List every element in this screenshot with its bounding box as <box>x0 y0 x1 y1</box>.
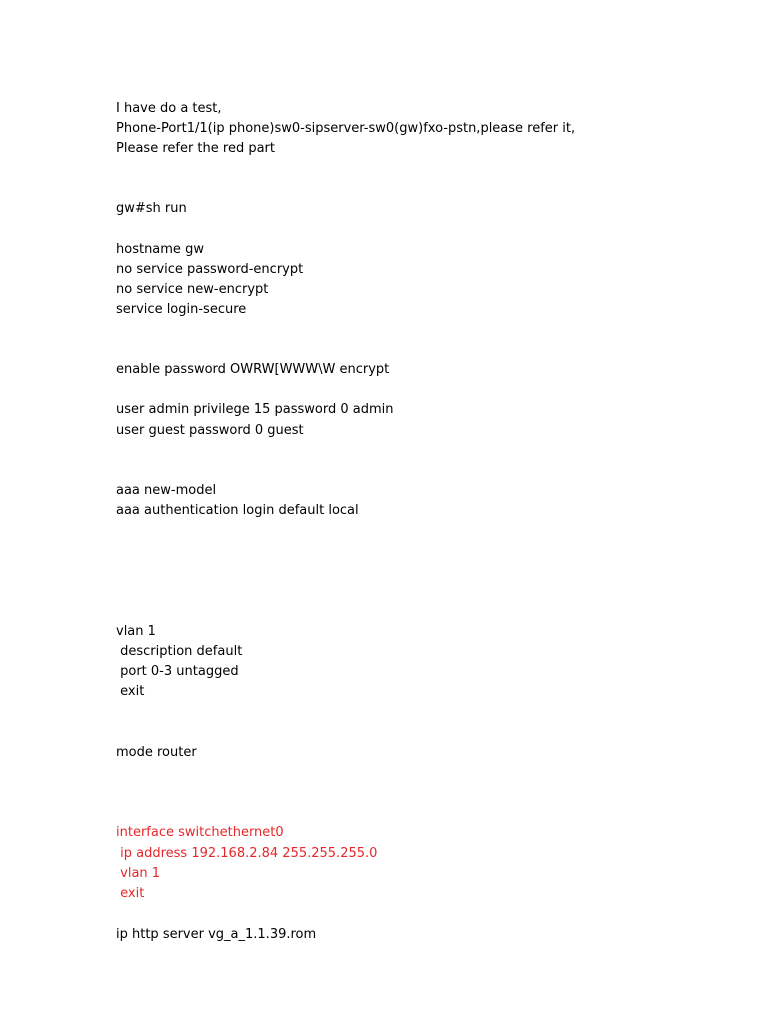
config-interface-ip-address: ip address 192.168.2.84 255.255.255.0 <box>116 846 378 861</box>
config-interface-exit: exit <box>116 886 145 901</box>
config-user-guest: user guest password 0 guest <box>116 423 304 438</box>
config-http-server: ip http server vg_a_1.1.39.rom <box>116 927 317 942</box>
config-interface-vlan: vlan 1 <box>116 866 161 881</box>
config-hostname: hostname gw <box>116 242 204 257</box>
config-vlan-exit: exit <box>116 684 145 699</box>
config-login-secure: service login-secure <box>116 302 247 317</box>
config-user-admin: user admin privilege 15 password 0 admin <box>116 402 394 417</box>
command-line: gw#sh run <box>116 201 187 216</box>
config-aaa-authentication: aaa authentication login default local <box>116 503 359 518</box>
topology-line: Phone-Port1/1(ip phone)sw0-sipserver-sw0(gw)fxo-pstn,please refer it, <box>116 121 576 136</box>
config-vlan: vlan 1 <box>116 624 156 639</box>
config-interface-switchethernet: interface switchethernet0 <box>116 825 284 840</box>
config-password-encrypt: no service password-encrypt <box>116 262 304 277</box>
intro-line: I have do a test, <box>116 101 222 116</box>
config-vlan-port: port 0-3 untagged <box>116 664 239 679</box>
config-new-encrypt: no service new-encrypt <box>116 282 269 297</box>
config-enable-password: enable password OWRW[WWW\W encrypt <box>116 362 390 377</box>
config-mode-router: mode router <box>116 745 197 760</box>
config-aaa-new-model: aaa new-model <box>116 483 217 498</box>
config-vlan-description: description default <box>116 644 243 659</box>
refer-line: Please refer the red part <box>116 141 275 156</box>
